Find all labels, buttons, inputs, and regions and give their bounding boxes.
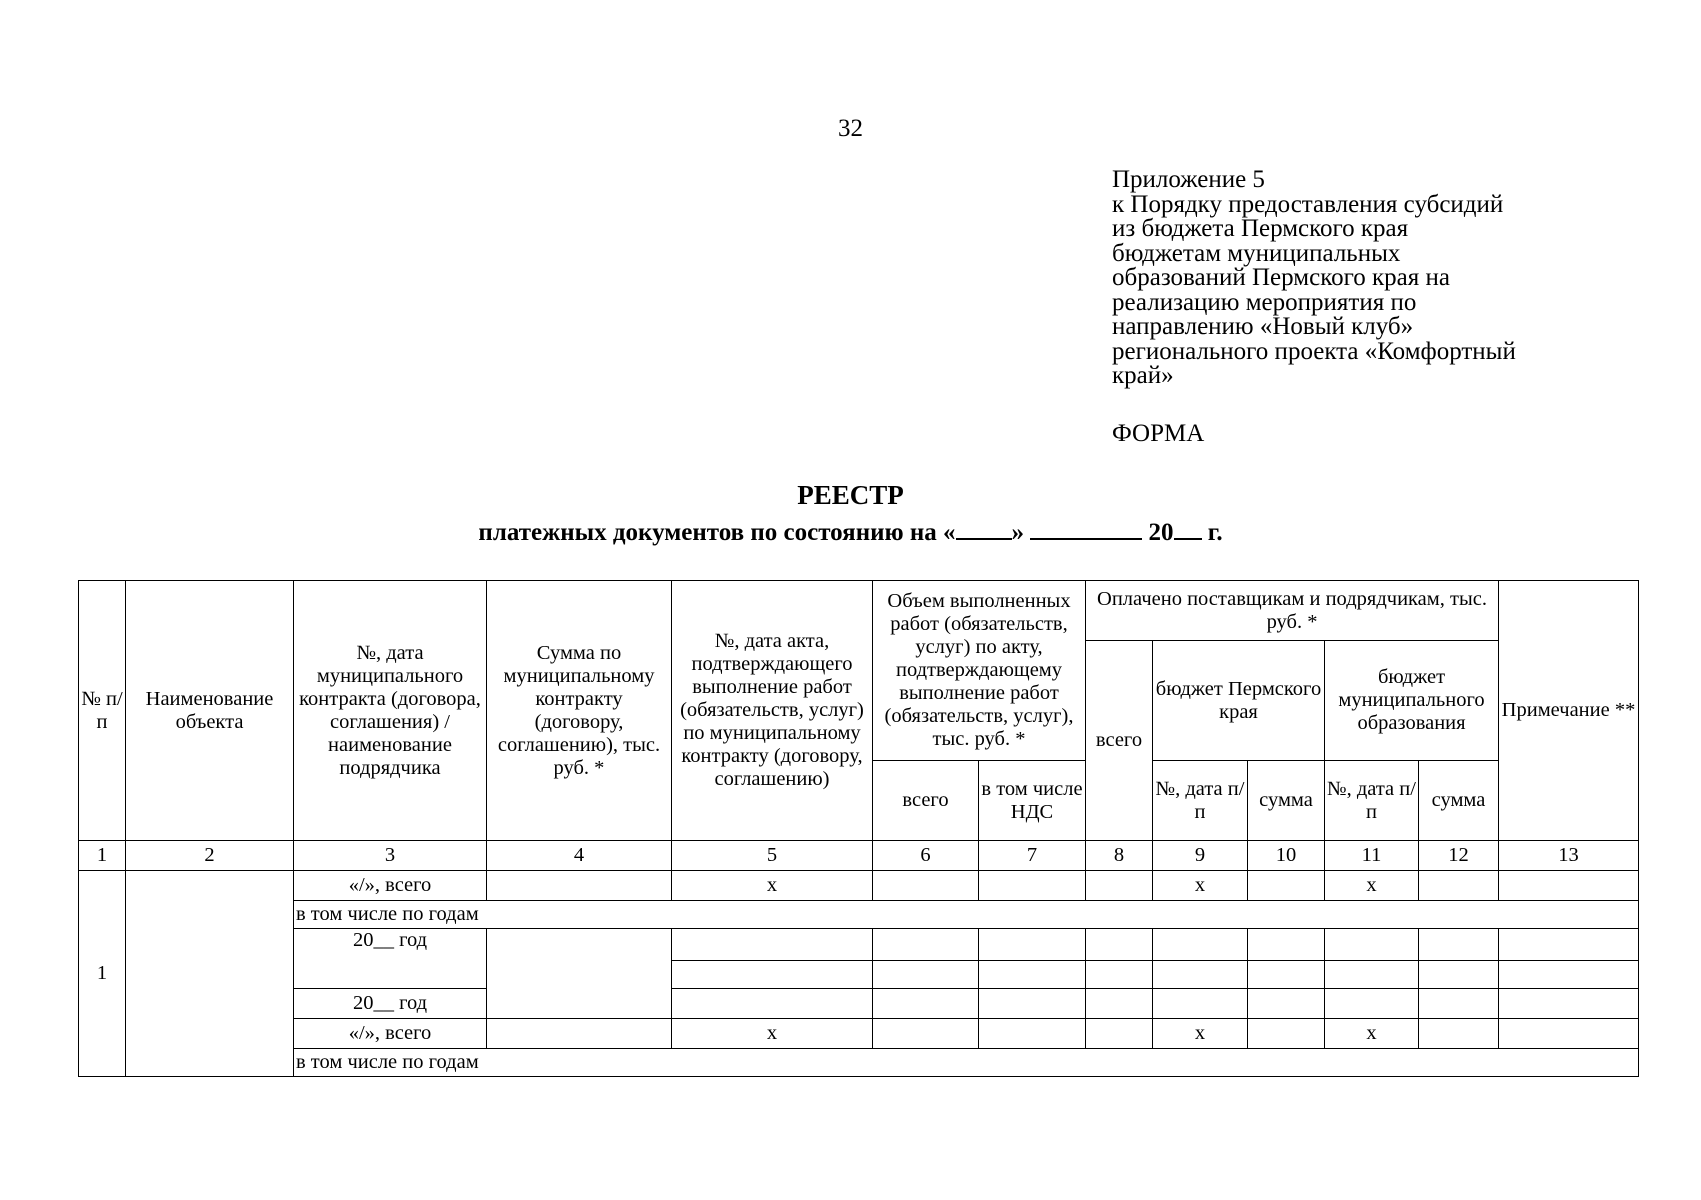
- appendix-line: из бюджета Пермского края: [1112, 215, 1409, 242]
- empty-cell: [1248, 871, 1325, 901]
- table-row: [79, 1019, 1639, 1049]
- empty-cell: [1325, 961, 1419, 989]
- header-volume-total: всего: [873, 761, 979, 841]
- header-doc-num-date-2: №, дата п/п: [1325, 761, 1419, 841]
- empty-cell: [979, 1019, 1086, 1049]
- empty-cell: [487, 1019, 672, 1049]
- column-number-row: [79, 841, 1639, 871]
- empty-cell: [1419, 961, 1499, 989]
- empty-cell: [979, 961, 1086, 989]
- appendix-line: реализацию мероприятия по: [1112, 288, 1417, 316]
- empty-cell: [1499, 989, 1639, 1019]
- header-note: Примечание **: [1499, 581, 1639, 841]
- x-mark: х: [1325, 871, 1419, 901]
- column-number: 9: [1153, 841, 1248, 871]
- header-num: № п/п: [79, 581, 126, 841]
- empty-cell: [672, 929, 873, 961]
- empty-cell: [1248, 989, 1325, 1019]
- header-budget-municipal: бюджет муниципального образования: [1325, 641, 1499, 761]
- empty-cell: [979, 871, 1086, 901]
- empty-cell: [1499, 961, 1639, 989]
- x-mark: х: [1325, 1019, 1419, 1049]
- column-number: 1: [79, 841, 126, 871]
- year-prefix: 20: [1148, 519, 1174, 546]
- total-label: «/», всего: [294, 1019, 487, 1049]
- empty-cell: [1419, 871, 1499, 901]
- row-number: 1: [79, 871, 126, 1077]
- empty-cell: [873, 989, 979, 1019]
- quote-close: »: [1011, 519, 1025, 546]
- column-number: 10: [1248, 841, 1325, 871]
- empty-cell: [1248, 1019, 1325, 1049]
- column-number: 3: [294, 841, 487, 871]
- empty-cell: [1325, 989, 1419, 1019]
- subtitle-text: платежных документов по состоянию на «: [478, 519, 956, 546]
- header-budget-perm: бюджет Пермского края: [1153, 641, 1325, 761]
- column-number: 13: [1499, 841, 1639, 871]
- year-blank: [1174, 516, 1202, 540]
- year-label: 20__ год: [294, 929, 487, 989]
- table-row: [79, 989, 1639, 1019]
- appendix-line: образований Пермского края на: [1112, 264, 1450, 291]
- column-number: 12: [1419, 841, 1499, 871]
- month-blank: [1030, 516, 1142, 540]
- x-mark: х: [672, 871, 873, 901]
- appendix-line: Приложение 5: [1112, 166, 1265, 193]
- empty-cell: [873, 1019, 979, 1049]
- appendix-line: край»: [1112, 362, 1174, 389]
- header-contract: №, дата муниципального контракта (договора, соглашения) / наименование подрядчика: [294, 581, 487, 841]
- table-row: [79, 1049, 1639, 1077]
- x-mark: х: [1153, 871, 1248, 901]
- header-paid-total: всего: [1086, 641, 1153, 841]
- empty-cell: [1086, 961, 1153, 989]
- header-object-name: Наименование объекта: [126, 581, 294, 841]
- empty-cell: [1248, 961, 1325, 989]
- table-row: [79, 929, 1639, 961]
- empty-cell: [873, 871, 979, 901]
- column-number: 2: [126, 841, 294, 871]
- appendix-block: [1112, 168, 1612, 389]
- header-volume: Объем выполненных работ (обязательств, услуг) по акту, подтверждающему выполнение работ (обязательств, услуг), тыс. руб. *: [873, 581, 1086, 761]
- day-blank: [956, 516, 1012, 540]
- empty-cell: [1086, 871, 1153, 901]
- registry-table: [78, 580, 1639, 1077]
- empty-cell: [1153, 989, 1248, 1019]
- registry-subtitle: [0, 516, 1701, 547]
- header-doc-num-date-1: №, дата п/п: [1153, 761, 1248, 841]
- column-number: 11: [1325, 841, 1419, 871]
- empty-cell: [979, 989, 1086, 1019]
- empty-cell: [873, 929, 979, 961]
- appendix-line: регионального проекта «Комфортный: [1112, 337, 1516, 365]
- empty-cell: [672, 961, 873, 989]
- empty-cell: [1419, 1019, 1499, 1049]
- x-mark: х: [1153, 1019, 1248, 1049]
- header-sum-2: сумма: [1419, 761, 1499, 841]
- empty-cell: [1086, 1019, 1153, 1049]
- empty-cell: [487, 929, 672, 1019]
- header-sum-1: сумма: [1248, 761, 1325, 841]
- appendix-line: к Порядку предоставления субсидий: [1112, 190, 1504, 218]
- empty-cell: [672, 989, 873, 1019]
- empty-cell: [1153, 929, 1248, 961]
- empty-cell: [979, 929, 1086, 961]
- empty-cell: [1325, 929, 1419, 961]
- object-name-cell: [126, 871, 294, 1077]
- page-number: 32: [838, 115, 863, 142]
- appendix-line: направлению «Новый клуб»: [1112, 313, 1414, 340]
- empty-cell: [487, 871, 672, 901]
- empty-cell: [1086, 989, 1153, 1019]
- by-years-label: в том числе по годам: [294, 901, 1639, 929]
- by-years-label: в том числе по годам: [294, 1049, 1639, 1077]
- year-label: 20__ год: [294, 989, 487, 1019]
- table-row: [79, 871, 1639, 901]
- empty-cell: [1248, 929, 1325, 961]
- empty-cell: [1499, 929, 1639, 961]
- empty-cell: [1086, 929, 1153, 961]
- registry-title: РЕЕСТР: [797, 480, 904, 510]
- header-act: №, дата акта, подтверждающего выполнение работ (обязательств, услуг) по муниципальному контракту (договору, соглашению): [672, 581, 873, 841]
- header-contract-sum: Сумма по муниципальному контракту (договору, соглашению), тыс. руб. *: [487, 581, 672, 841]
- column-number: 6: [873, 841, 979, 871]
- empty-cell: [1153, 961, 1248, 989]
- x-mark: х: [672, 1019, 873, 1049]
- column-number: 5: [672, 841, 873, 871]
- column-number: 7: [979, 841, 1086, 871]
- appendix-line: бюджетам муниципальных: [1112, 239, 1401, 267]
- column-number: 4: [487, 841, 672, 871]
- empty-cell: [873, 961, 979, 989]
- header-volume-vat: в том числе НДС: [979, 761, 1086, 841]
- empty-cell: [1419, 929, 1499, 961]
- table-row: [79, 901, 1639, 929]
- empty-cell: [1499, 871, 1639, 901]
- total-label: «/», всего: [294, 871, 487, 901]
- empty-cell: [1419, 989, 1499, 1019]
- form-label: ФОРМА: [1112, 420, 1205, 447]
- column-number: 8: [1086, 841, 1153, 871]
- empty-cell: [1499, 1019, 1639, 1049]
- year-suffix: г.: [1207, 519, 1223, 546]
- header-paid: Оплачено поставщикам и подрядчикам, тыс. руб. *: [1086, 581, 1499, 641]
